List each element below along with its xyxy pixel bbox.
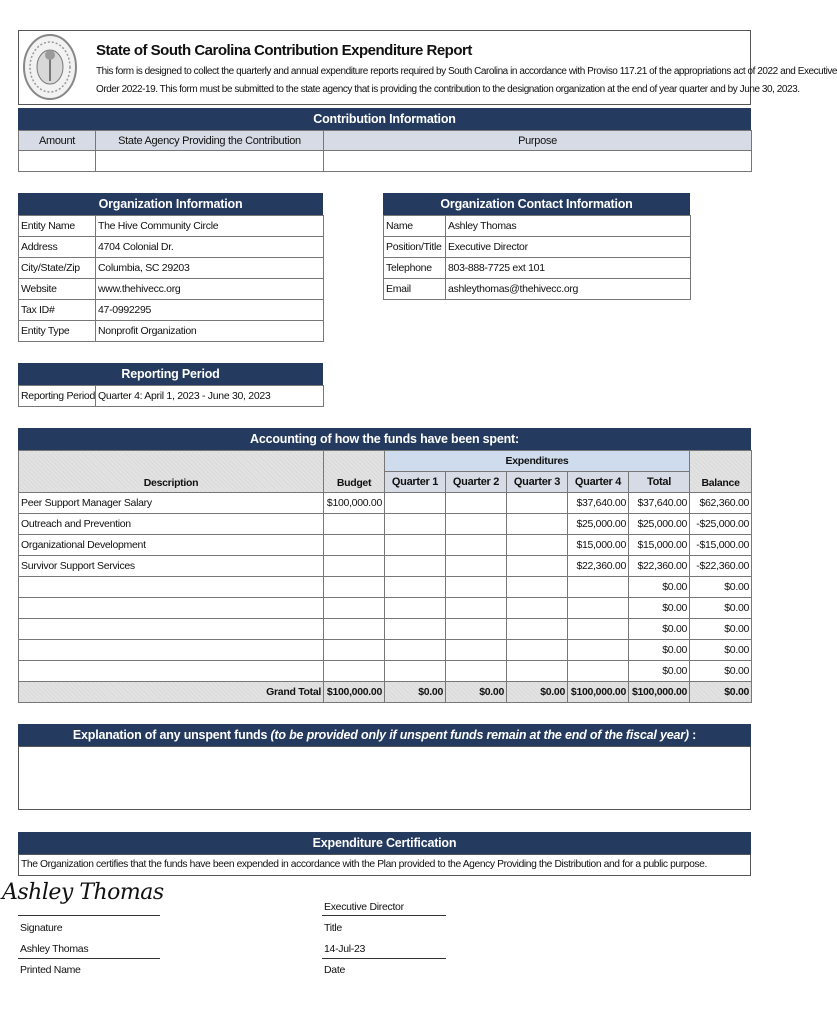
contact-value[interactable]: ashleythomas@thehivecc.org: [446, 279, 691, 300]
cell-balance[interactable]: $0.00: [690, 619, 752, 640]
col-quarter-2: Quarter 2: [446, 472, 507, 493]
col-amount: Amount: [19, 131, 96, 151]
cell-q4[interactable]: [568, 598, 629, 619]
cell-total[interactable]: $0.00: [629, 661, 690, 682]
cell-q1[interactable]: [385, 493, 446, 514]
org-value[interactable]: Columbia, SC 29203: [96, 258, 324, 279]
cell-q4[interactable]: $15,000.00: [568, 535, 629, 556]
cell-balance[interactable]: -$15,000.00: [690, 535, 752, 556]
cell-budget[interactable]: [324, 619, 385, 640]
contribution-agency-cell[interactable]: [96, 151, 324, 172]
cell-q3[interactable]: [507, 619, 568, 640]
table-row: [19, 535, 752, 556]
cell-total[interactable]: $0.00: [629, 640, 690, 661]
table-row: [19, 661, 752, 682]
table-row: [19, 598, 752, 619]
state-seal-icon: [22, 33, 78, 101]
reporting-period-label: Reporting Period: [19, 386, 96, 407]
org-value[interactable]: The Hive Community Circle: [96, 216, 324, 237]
cell-q1[interactable]: [385, 514, 446, 535]
cell-total[interactable]: $25,000.00: [629, 514, 690, 535]
cell-balance[interactable]: $0.00: [690, 661, 752, 682]
cell-balance[interactable]: $62,360.00: [690, 493, 752, 514]
cell-q4[interactable]: [568, 577, 629, 598]
signature-script: Ashley Thomas: [2, 880, 164, 905]
cell-balance[interactable]: -$22,360.00: [690, 556, 752, 577]
contact-value[interactable]: 803-888-7725 ext 101: [446, 258, 691, 279]
cell-budget[interactable]: [324, 640, 385, 661]
table-row: [19, 514, 752, 535]
report-description-line2: Order 2022-19. This form must be submitted to the state agency that is providing the contribution to the designation organization at the end of year quarter and by June 30, 2023.: [96, 84, 800, 95]
cell-q1[interactable]: [385, 577, 446, 598]
col-description: Description: [19, 451, 324, 493]
cell-q1[interactable]: [385, 661, 446, 682]
cell-description[interactable]: [19, 577, 324, 598]
cell-total[interactable]: $37,640.00: [629, 493, 690, 514]
explanation-header-end: :: [688, 728, 697, 742]
cell-q3[interactable]: [507, 661, 568, 682]
handwritten-signature: [2, 880, 164, 905]
cell-q2[interactable]: [446, 535, 507, 556]
grand-total-total: $100,000.00: [629, 682, 690, 703]
date-line: [322, 958, 446, 959]
cell-q3[interactable]: [507, 577, 568, 598]
date-label: Date: [324, 964, 345, 976]
cell-q3[interactable]: [507, 514, 568, 535]
cell-q1[interactable]: [385, 556, 446, 577]
certification-header: Expenditure Certification: [18, 832, 751, 854]
cell-q2[interactable]: [446, 493, 507, 514]
table-row: [19, 556, 752, 577]
reporting-period-table: [18, 385, 324, 407]
grand-total-budget: $100,000.00: [324, 682, 385, 703]
cell-description[interactable]: Outreach and Prevention: [19, 514, 324, 535]
org-value[interactable]: 4704 Colonial Dr.: [96, 237, 324, 258]
col-budget: Budget: [324, 451, 385, 493]
org-value[interactable]: 47-0992295: [96, 300, 324, 321]
org-label: Address: [19, 237, 96, 258]
cell-budget[interactable]: [324, 514, 385, 535]
col-quarter-4: Quarter 4: [568, 472, 629, 493]
organization-table: [18, 215, 324, 342]
explanation-header-italic: (to be provided only if unspent funds remain at the end of the fiscal year): [270, 728, 689, 742]
contact-label: Email: [384, 279, 446, 300]
cell-balance[interactable]: $0.00: [690, 598, 752, 619]
cell-q2[interactable]: [446, 619, 507, 640]
table-row: [19, 493, 752, 514]
cell-total[interactable]: $15,000.00: [629, 535, 690, 556]
cell-q1[interactable]: [385, 640, 446, 661]
reporting-period-value[interactable]: Quarter 4: April 1, 2023 - June 30, 2023: [96, 386, 324, 407]
cell-q2[interactable]: [446, 640, 507, 661]
col-quarter-1: Quarter 1: [385, 472, 446, 493]
col-quarter-3: Quarter 3: [507, 472, 568, 493]
signature-line: [18, 915, 160, 916]
accounting-rows: [19, 493, 752, 682]
cell-budget[interactable]: $100,000.00: [324, 493, 385, 514]
cell-description[interactable]: Peer Support Manager Salary: [19, 493, 324, 514]
cell-balance[interactable]: $0.00: [690, 577, 752, 598]
cell-description[interactable]: Survivor Support Services: [19, 556, 324, 577]
table-row: [19, 619, 752, 640]
cell-q2[interactable]: [446, 577, 507, 598]
cell-budget[interactable]: [324, 556, 385, 577]
cell-q4[interactable]: [568, 640, 629, 661]
explanation-header-main: Explanation of any unspent funds: [72, 728, 271, 742]
cell-total[interactable]: $0.00: [629, 577, 690, 598]
table-row: [19, 640, 752, 661]
cell-description[interactable]: [19, 661, 324, 682]
accounting-table: [18, 450, 752, 703]
contribution-amount-cell[interactable]: [19, 151, 96, 172]
printed-name-line: [18, 958, 160, 959]
cell-total[interactable]: $0.00: [629, 619, 690, 640]
cell-total[interactable]: $0.00: [629, 598, 690, 619]
cell-description[interactable]: [19, 619, 324, 640]
cell-q3[interactable]: [507, 535, 568, 556]
title-line: [322, 915, 446, 916]
col-total: Total: [629, 472, 690, 493]
cell-q4[interactable]: [568, 619, 629, 640]
cell-q1[interactable]: [385, 535, 446, 556]
cell-description[interactable]: Organizational Development: [19, 535, 324, 556]
date-value[interactable]: 14-Jul-23: [324, 943, 366, 955]
cell-q3[interactable]: [507, 556, 568, 577]
contact-header: Organization Contact Information: [383, 193, 690, 215]
grand-total-q2: $0.00: [446, 682, 507, 703]
contribution-table: [18, 130, 752, 172]
contribution-purpose-cell[interactable]: [324, 151, 752, 172]
printed-name-value[interactable]: Ashley Thomas: [20, 943, 89, 955]
cell-q2[interactable]: [446, 661, 507, 682]
contact-table: [383, 215, 691, 300]
cell-budget[interactable]: [324, 577, 385, 598]
org-label: Entity Type: [19, 321, 96, 342]
cell-q3[interactable]: [507, 493, 568, 514]
cell-budget[interactable]: [324, 535, 385, 556]
cell-balance[interactable]: -$25,000.00: [690, 514, 752, 535]
col-purpose: Purpose: [324, 131, 752, 151]
signature-label: Signature: [20, 922, 63, 934]
org-value[interactable]: Nonprofit Organization: [96, 321, 324, 342]
grand-total-label: Grand Total: [19, 682, 324, 703]
org-label: Entity Name: [19, 216, 96, 237]
contact-value[interactable]: Ashley Thomas: [446, 216, 691, 237]
organization-header: Organization Information: [18, 193, 323, 215]
cell-total[interactable]: $22,360.00: [629, 556, 690, 577]
cell-description[interactable]: [19, 598, 324, 619]
contribution-header: Contribution Information: [18, 108, 751, 130]
grand-total-q1: $0.00: [385, 682, 446, 703]
col-balance: Balance: [690, 451, 752, 493]
contact-label: Position/Title: [384, 237, 446, 258]
title-value[interactable]: Executive Director: [324, 901, 404, 913]
cell-q4[interactable]: $25,000.00: [568, 514, 629, 535]
title-label: Title: [324, 922, 342, 934]
cell-q1[interactable]: [385, 619, 446, 640]
cell-description[interactable]: [19, 640, 324, 661]
cell-q4[interactable]: $22,360.00: [568, 556, 629, 577]
cell-budget[interactable]: [324, 661, 385, 682]
cell-balance[interactable]: $0.00: [690, 640, 752, 661]
expenditures-label: Expenditures: [385, 451, 690, 472]
cell-q3[interactable]: [507, 640, 568, 661]
table-row: [19, 577, 752, 598]
report-description-line1: This form is designed to collect the quarterly and annual expenditure reports required by South Carolina in accordance with Proviso 117.21 of the appropriations act of 2022 and Executive: [96, 66, 837, 77]
cell-q4[interactable]: $37,640.00: [568, 493, 629, 514]
explanation-textarea[interactable]: [18, 746, 751, 810]
explanation-header: [18, 724, 751, 746]
grand-total-balance: $0.00: [690, 682, 752, 703]
accounting-header: Accounting of how the funds have been spent:: [18, 428, 751, 450]
cell-q2[interactable]: [446, 556, 507, 577]
contact-label: Telephone: [384, 258, 446, 279]
org-label: Website: [19, 279, 96, 300]
contact-label: Name: [384, 216, 446, 237]
org-label: Tax ID#: [19, 300, 96, 321]
col-agency: State Agency Providing the Contribution: [96, 131, 324, 151]
cell-q2[interactable]: [446, 514, 507, 535]
grand-total-q3: $0.00: [507, 682, 568, 703]
cell-q2[interactable]: [446, 598, 507, 619]
cell-q3[interactable]: [507, 598, 568, 619]
contact-value[interactable]: Executive Director: [446, 237, 691, 258]
grand-total-q4: $100,000.00: [568, 682, 629, 703]
cell-q1[interactable]: [385, 598, 446, 619]
printed-name-label: Printed Name: [20, 964, 81, 976]
cell-budget[interactable]: [324, 598, 385, 619]
cell-q4[interactable]: [568, 661, 629, 682]
org-value[interactable]: www.thehivecc.org: [96, 279, 324, 300]
report-title: State of South Carolina Contribution Expenditure Report: [96, 42, 472, 59]
org-label: City/State/Zip: [19, 258, 96, 279]
reporting-period-header: Reporting Period: [18, 363, 323, 385]
certification-statement: The Organization certifies that the funds have been expended in accordance with the Plan provided to the Agency Providing the Distribution and for a public purpose.: [18, 854, 751, 876]
